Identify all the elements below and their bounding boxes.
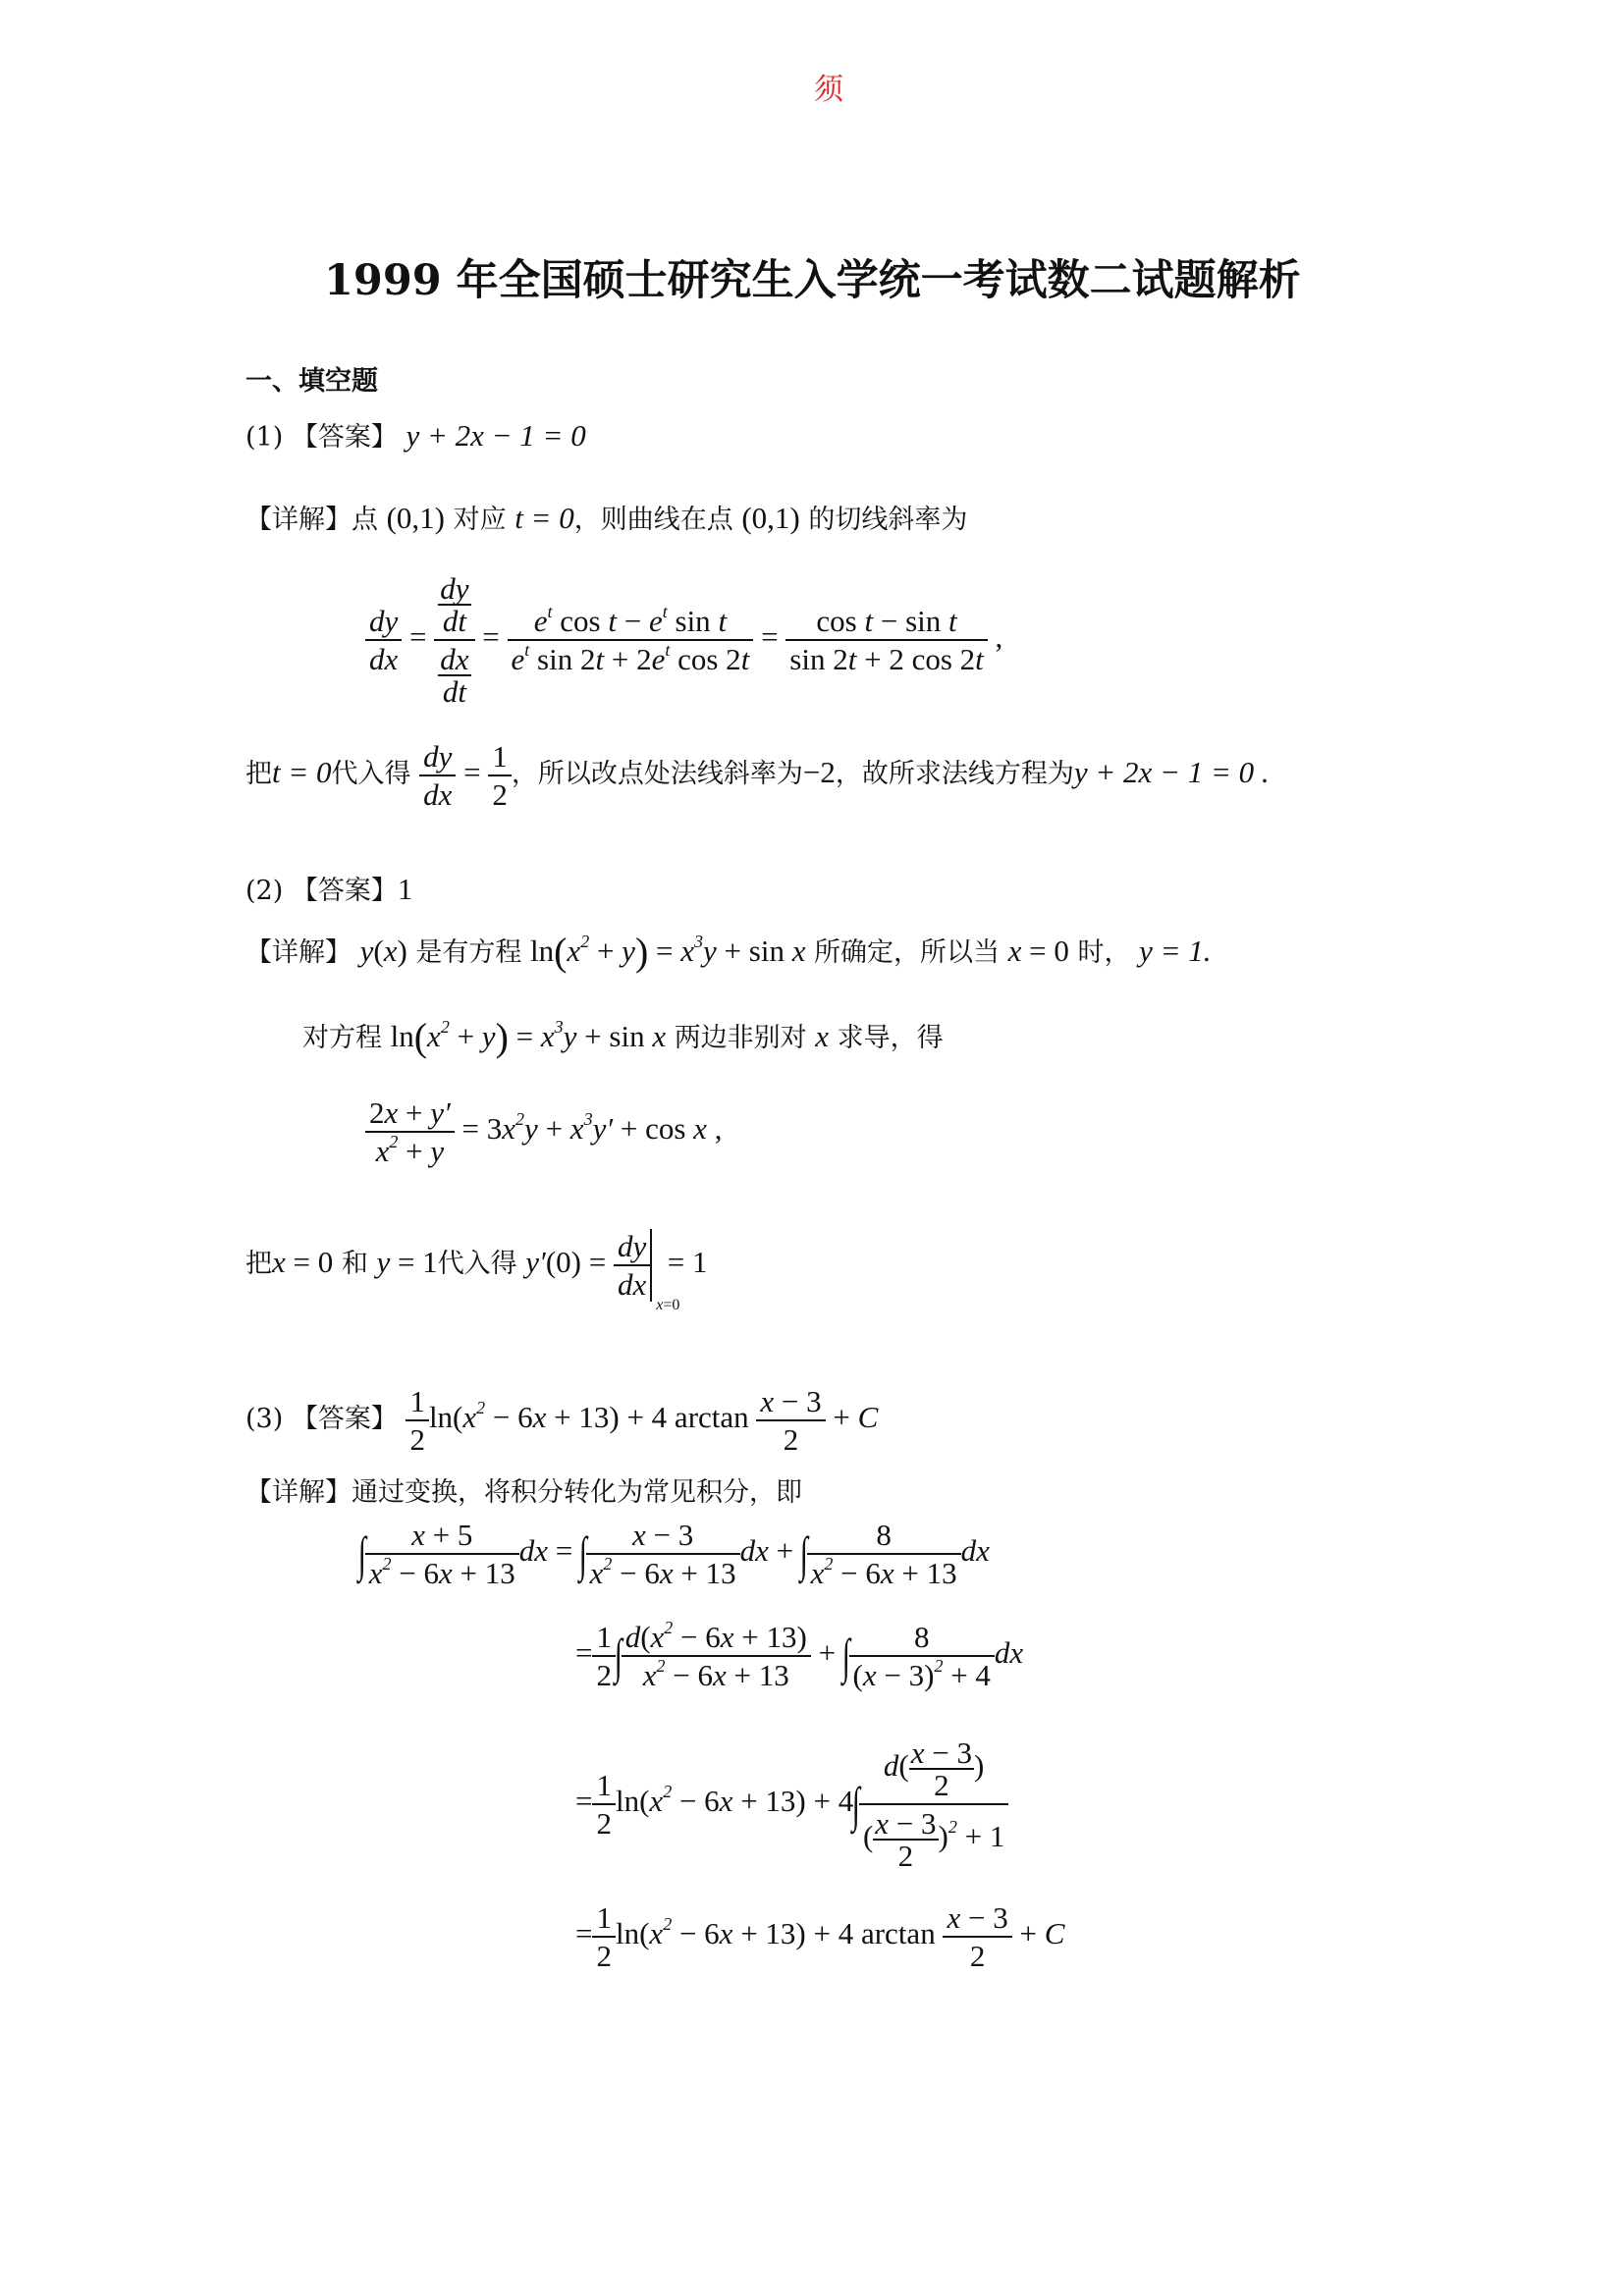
q2-y-value: y = 1. [1139,934,1212,968]
q1-detail-tag: 【详解】 [245,505,352,535]
q2-substitution-line: 把x = 0 和 y = 1代入得 y′(0) = $\frac{dy}{dx}$ x=0 = 1 [245,1229,708,1313]
q3-integral-step-3: = $\frac{1}{2}$ $\ln(x^2 - 6x + 13) + 4\int$ d( $\frac{x - 3}{2}$ ) ( $\frac{x - 3}{2}$ )$^2$ + 1 [575,1737,1008,1871]
q2-detail-text: 时， [1077,937,1131,968]
q1-detail-text: 的切线斜率为 [808,505,968,535]
q1-detail-line [245,503,967,533]
q2-sub-text: 把 [245,1249,272,1280]
header-mark: 须 [814,73,843,107]
q1-sub-text: 把 [245,759,272,790]
section-heading: 一、填空题 [245,366,378,397]
q3-detail-text: 通过变换，将积分转化为常见积分，即 [352,1477,802,1508]
q2-text: 对方程 [302,1023,382,1053]
q1-t-zero: t = 0 [514,501,574,535]
q2-derivative-equation: $\frac{2x + y'}{x^2 + y}$ = $3x^2y + x^3y' + \cos x$ , [365,1097,722,1166]
q2-detail-tag: 【详解】 [245,937,352,968]
q3-detail-tag: 【详解】 [245,1477,352,1508]
q2-sub-text: 和 [341,1249,368,1280]
q1-normal-slope: −2 [802,755,836,790]
q3-number: (3) [245,1404,284,1435]
q2-text: 两边非别对 [674,1023,807,1053]
q1-point: (0,1) [741,501,800,535]
q1-answer-line [245,420,586,451]
q2-answer: 1 [397,872,413,906]
q3-detail-line [245,1479,802,1506]
page-title: 1999 年全国硕士研究生入学统一考试数二试题解析 [324,256,1301,305]
q1-final-equation: y + 2x − 1 = 0 . [1073,755,1270,790]
q1-detail-text: ，则曲线在点 [573,505,733,535]
q1-substitution-line: 把t = 0代入得 $\frac{dy}{dx}$ = $\frac{1}{2}$ ，所以改点处法线斜率为−2，故所求法线方程为y + 2x − 1 = 0 . [245,739,1270,812]
q1-answer-tag: 【答案】 [291,422,398,453]
q3-integral-step-2: = $\frac{1}{2}$ ∫ $\frac{d(x^2 - 6x + 13)}{x^2 - 6x + 13}$ + ∫ $\frac{8}{(x - 3)^2 + 4}$ dx [575,1618,1024,1692]
q3-answer-line [245,1386,878,1455]
q1-detail-text: 点 [352,505,378,535]
q3-answer-tag: 【答案】 [291,1404,398,1435]
q1-number: (1) [245,422,284,453]
q1-t-zero: t = 0 [272,755,332,790]
q1-sub-text: 代入得 [331,759,411,790]
q1-derivative-equation: $\frac{dy}{dx}$ = $\frac{\frac{dy}{dt}}{\frac{dx}{dt}}$ = $\frac{e^t \cos t - e^t \sin t}{e^t \sin 2t + 2e^t \cos 2t}$ = $\frac{\text{cos t − sin t}}{\sin 2t + 2 \cos 2t}$ , [365,573,1002,707]
q1-answer: y + 2x − 1 = 0 [406,418,586,453]
q2-differentiate-line: 对方程 $\ln(x^2 + y) = x^3y + \sin x$ 两边非别对 x 求导，得 [302,1015,944,1059]
q1-sub-text: ，故所求法线方程为 [835,759,1074,790]
q3-integral-step-1: ∫ $\frac{x + 5}{x^2 - 6x + 13}$ dx = ∫ $\frac{x - 3}{x^2 - 6x + 13}$ dx + ∫ $\frac{8}{x^2 - 6x + 13}$ dx [357,1518,990,1590]
q2-detail-text: 是有方程 [415,937,522,968]
q2-answer-line [245,874,412,904]
q2-number: (2) [245,876,284,906]
q2-detail-text: 所确定，所以当 [814,937,1001,968]
q2-sub-text: 代入得 [437,1249,517,1280]
q2-detail-line: 【详解】 y(x) 是有方程 $\ln(x^2 + y) = x^3y + \sin x$ 所确定，所以当 x = 0 时， y = 1. [245,930,1212,974]
q1-detail-text: 对应 [453,505,507,535]
q2-answer-tag: 【答案】 [291,876,398,906]
q3-integral-step-4: = $\frac{1}{2}$ $\ln(x^2 - 6x + 13) + 4$ arctan $\frac{x - 3}{2}$ + C [575,1900,1065,1973]
q3-answer: $\frac{1}{2}$ $\ln(x^2 - 6x + 13) + 4$ arctan $\frac{x - 3}{2}$ + C [406,1400,878,1434]
q1-point: (0,1) [386,501,445,535]
q1-sub-text: ，所以改点处法线斜率为 [511,759,803,790]
q2-text: 求导，得 [837,1023,944,1053]
